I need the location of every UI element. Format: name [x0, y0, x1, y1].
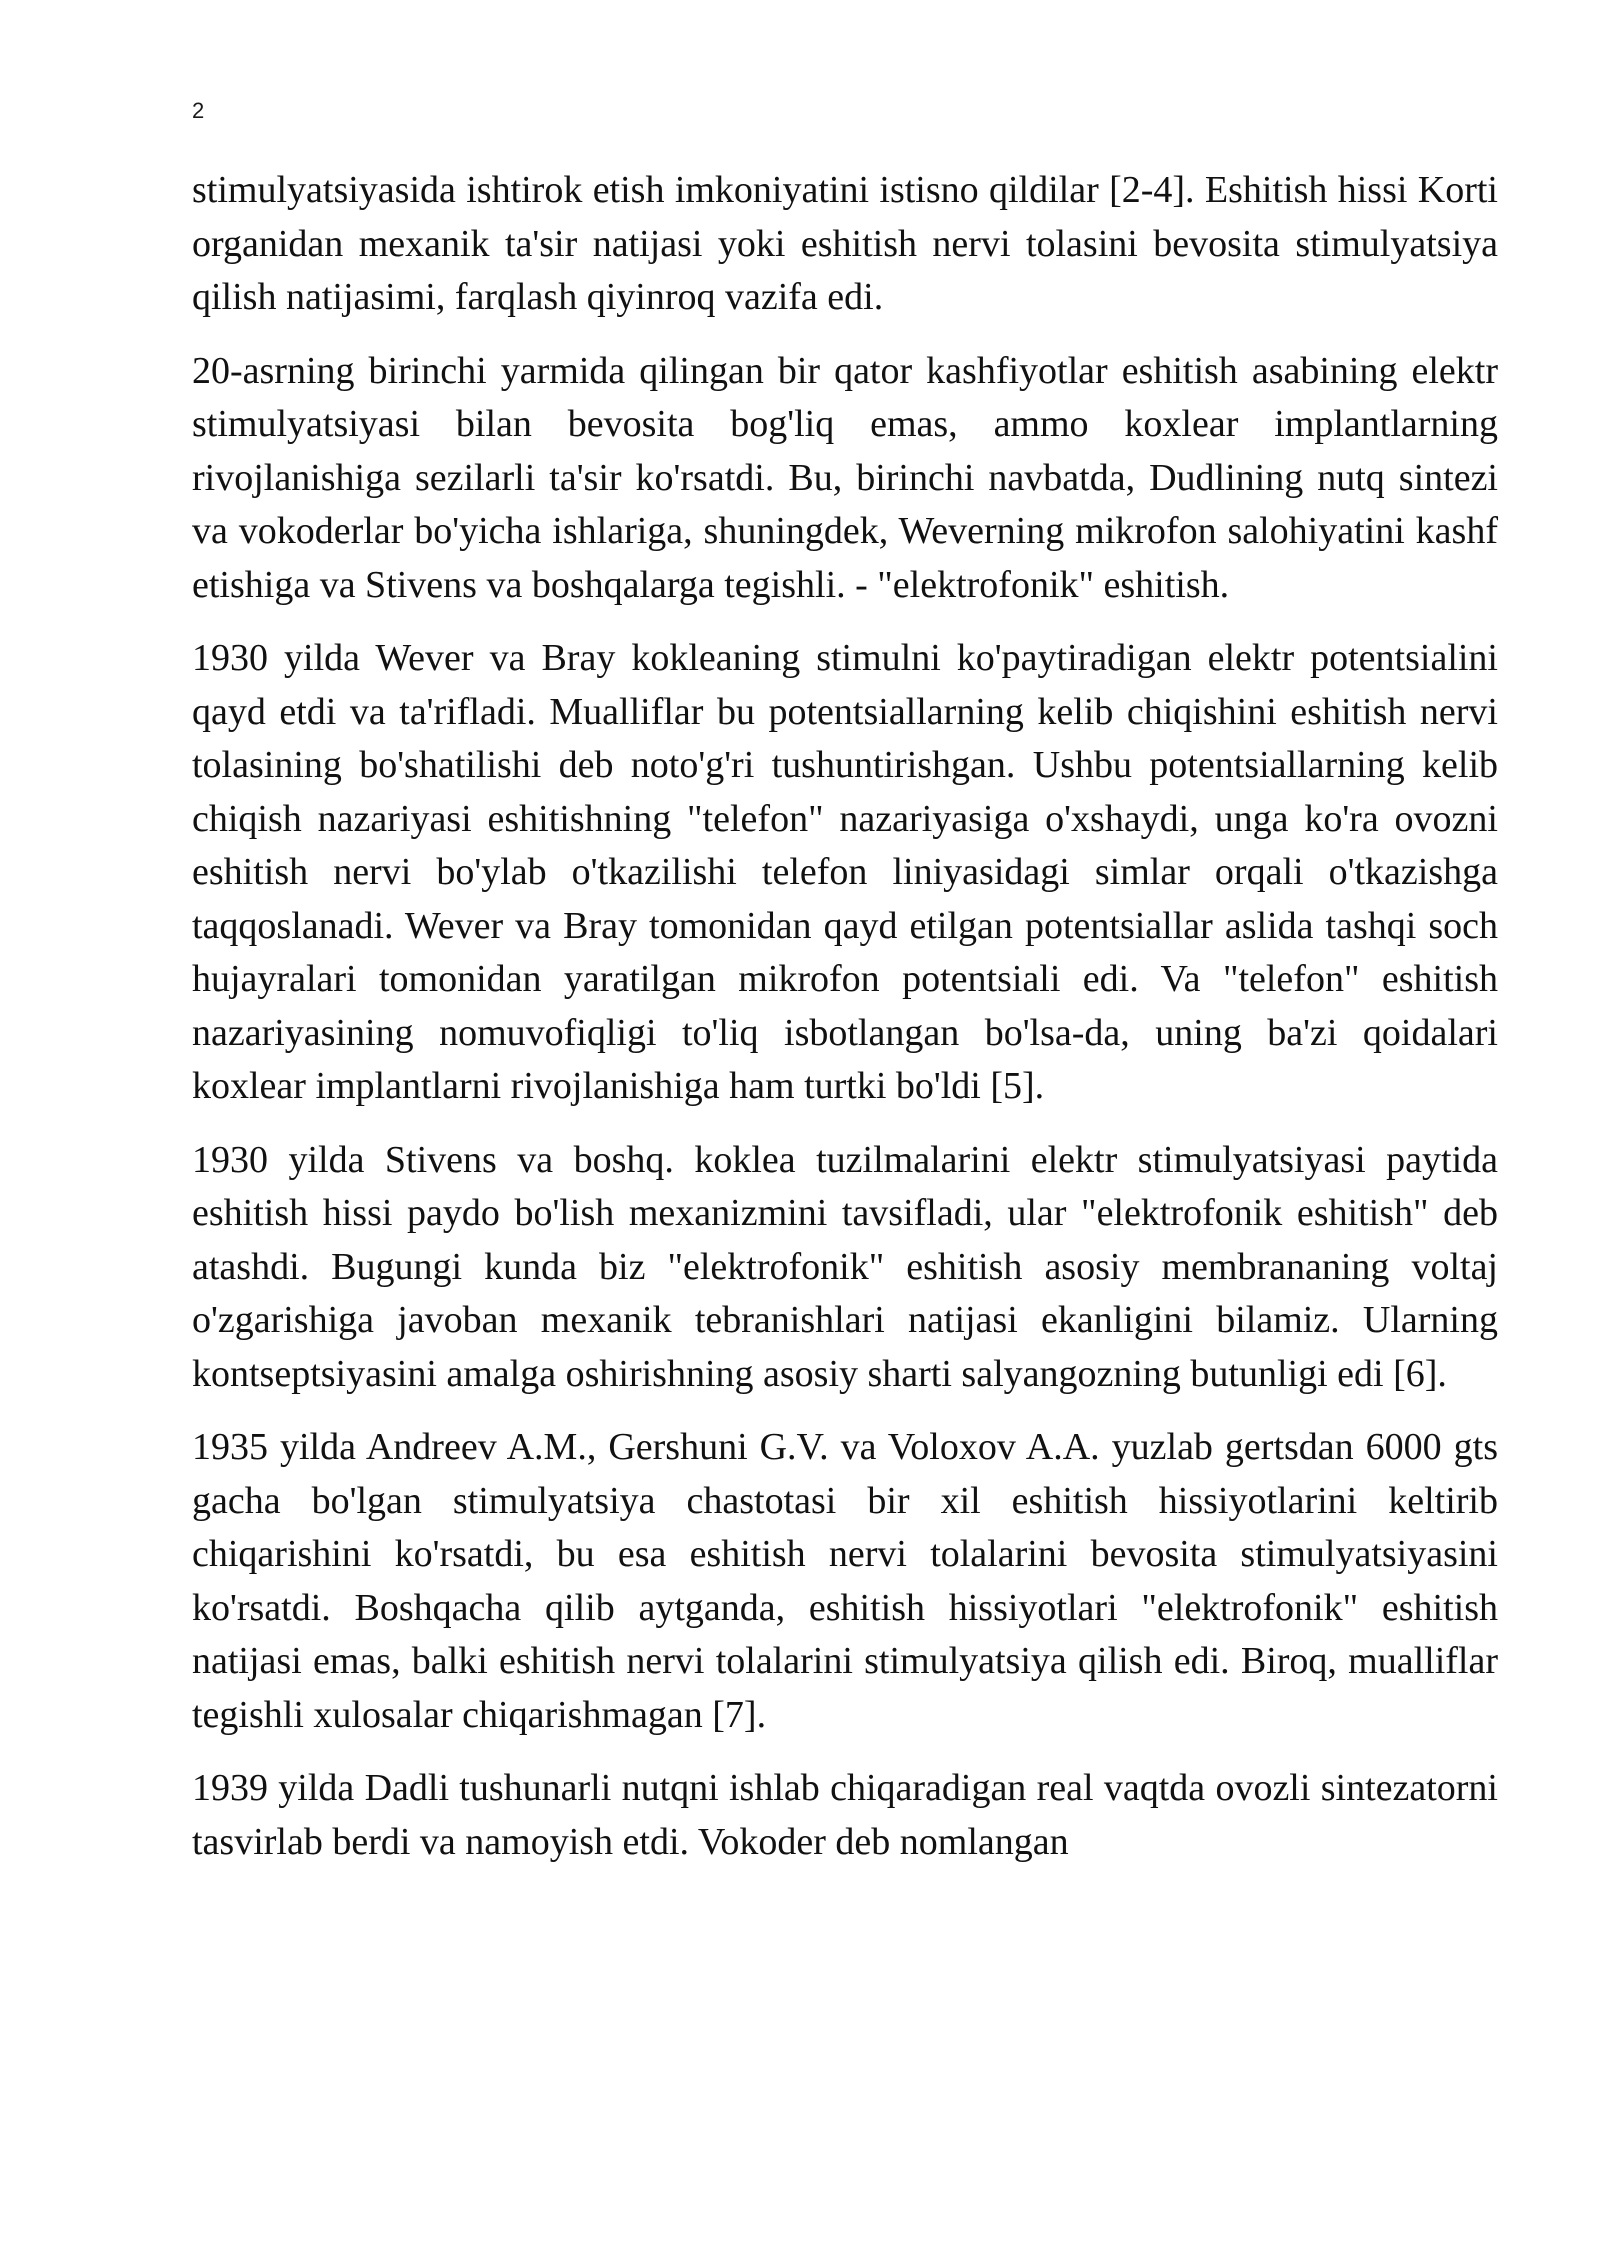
body-text — [192, 164, 1498, 1869]
paragraph: 1935 yilda Andreev A.M., Gershuni G.V. va Voloxov A.A. yuzlab gertsdan 6000 gts gacha bo'lgan stimulyatsiya chastotasi bir xil eshitish hissiyotlarini keltirib chiqarishini ko'rsatdi, bu esa eshitish nervi tolalarini bevosita stimulyatsiyasini ko'rsatdi. Boshqacha qilib aytganda, eshitish hissiyotlari "elektrofonik" eshitish natijasi emas, balki eshitish nervi tolalarini stimulyatsiya qilish edi. Biroq, mualliflar tegishli xulosalar chiqarishmagan [7]. — [192, 1426, 1498, 1736]
paragraph: 1930 yilda Stivens va boshq. koklea tuzilmalarini elektr stimulyatsiyasi paytida eshitish hissi paydo bo'lish mexanizmini tavsifladi, ular "elektrofonik eshitish" deb atashdi. Bugungi kunda biz "elektrofonik" eshitish asosiy membrananing voltaj o'zgarishiga javoban mexanik tebranishlari natijasi ekanligini bilamiz. Ularning kontseptsiyasini amalga oshirishning asosiy sharti salyangozning butunligi edi [6]. — [192, 1138, 1498, 1395]
paragraph: stimulyatsiyasida ishtirok etish imkoniyatini istisno qildilar [2-4]. Eshitish hissi Korti organidan mexanik ta'sir natijasi yoki eshitish nervi tolasini bevosita stimulyatsiya qilish natijasimi, farqlash qiyinroq vazifa edi. — [192, 169, 1498, 318]
page-number: 2 — [192, 98, 205, 123]
paragraph: 1930 yilda Wever va Bray kokleaning stimulni ko'paytiradigan elektr potentsialini qayd etdi va ta'rifladi. Mualliflar bu potentsiallarning kelib chiqishini eshitish nervi tolasining bo'shatilishi deb noto'g'ri tushuntirishgan. Ushbu potentsiallarning kelib chiqish nazariyasi eshitishning "telefon" nazariyasiga o'xshaydi, unga ko'ra ovozni eshitish nervi bo'ylab o'tkazilishi telefon liniyasidagi simlar orqali o'tkazishga taqqoslanadi. Wever va Bray tomonidan qayd etilgan potentsiallar aslida tashqi soch hujayralari tomonidan yaratilgan mikrofon potentsiali edi. Va "telefon" eshitish nazariyasining nomuvofiqligi to'liq isbotlangan bo'lsa-da, uning ba'zi qoidalari koxlear implantlarni rivojlanishiga ham turtki bo'ldi [5]. — [192, 637, 1498, 1107]
paragraph: 1939 yilda Dadli tushunarli nutqni ishlab chiqaradigan real vaqtda ovozli sintezatorni tasvirlab berdi va namoyish etdi. Vokoder deb nomlangan — [192, 1767, 1498, 1863]
paragraph: 20-asrning birinchi yarmida qilingan bir qator kashfiyotlar eshitish asabining elektr stimulyatsiyasi bilan bevosita bog'liq emas, ammo koxlear implantlarning rivojlanishiga sezilarli ta'sir ko'rsatdi. Bu, birinchi navbatda, Dudlining nutq sintezi va vokoderlar bo'yicha ishlariga, shuningdek, Weverning mikrofon salohiyatini kashf etishiga va Stivens va boshqalarga tegishli. - "elektrofonik" eshitish. — [192, 349, 1498, 606]
